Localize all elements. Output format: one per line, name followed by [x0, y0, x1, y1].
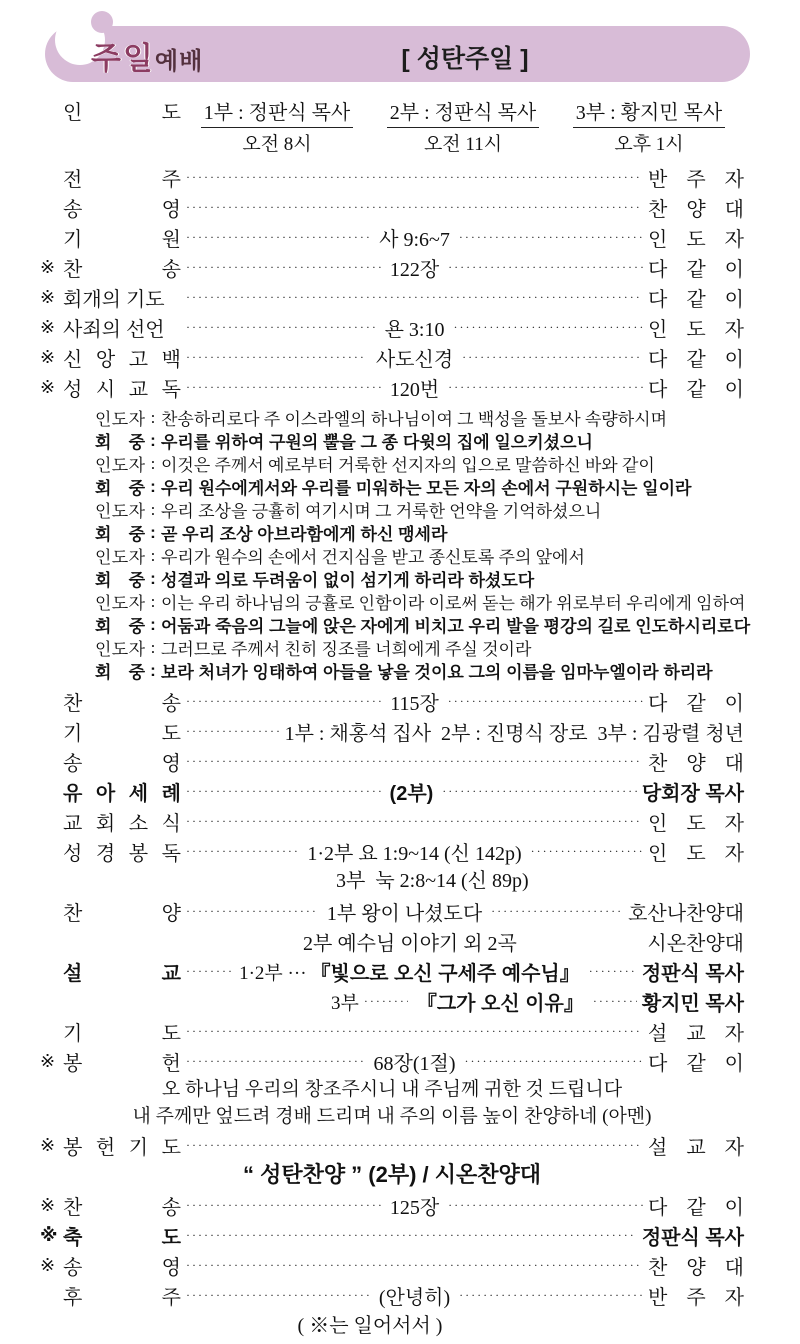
order-right: 반 주 자: [648, 168, 744, 191]
order-center: 1·2부 요 1:9~14 (신 142p): [307, 842, 522, 865]
dot-leader: [491, 904, 623, 919]
dot-leader: [186, 200, 643, 215]
dot-leader: [531, 844, 643, 859]
reading-line: [95, 475, 744, 498]
dot-leader: [448, 1198, 643, 1213]
reading-speaker: 인 도 자: [95, 456, 145, 475]
sermon-title2: 『그가 오신 이유』: [416, 992, 584, 1015]
order-center: 115장: [390, 692, 439, 715]
anthem-line2-choir: 시온찬양대: [647, 932, 744, 955]
order-right: 다 같 이: [648, 378, 744, 401]
reading-speaker: 회 중: [95, 663, 145, 682]
leaders-label: 인 도: [63, 102, 181, 124]
dot-leader: [459, 1288, 643, 1303]
order-right: 인 도 자: [648, 812, 744, 835]
leaders-row: [40, 96, 744, 156]
dot-leader: [448, 260, 643, 275]
order-right: 설 교 자: [648, 1022, 744, 1045]
reading-line: [95, 613, 751, 636]
order-row-gloria3: ※ 송 영 ····· 찬 양 대: [40, 1250, 744, 1280]
dot-leader: [186, 1054, 365, 1069]
reading-line: [95, 406, 744, 429]
reading-speaker: 인 도 자: [95, 502, 145, 521]
order-label: 전 주: [63, 168, 181, 191]
order-row-creed: ※ 신 앙 고 백 ····· 사도신경 ····· 다 같 이: [40, 342, 744, 372]
order-row-prayer2: [40, 1016, 744, 1046]
dot-leader: [186, 724, 280, 739]
christmas-praise-line: “ 성탄찬양 ” (2부) / 시온찬양대: [242, 1162, 542, 1187]
reading-text: 이것은 주께서 예로부터 거룩한 선지자의 입으로 말씀하신 바와 같이: [161, 456, 655, 475]
service-1-leader: 1부 : 정판식 목사: [201, 96, 353, 128]
dot-leader: [186, 694, 381, 709]
order-right: 반 주 자: [648, 1286, 744, 1309]
dot-leader: [186, 290, 643, 305]
reading-line: [95, 567, 744, 590]
reading-speaker: 회 중: [95, 571, 145, 590]
order-label: 송 영: [63, 1256, 181, 1279]
reading-speaker: 회 중: [95, 479, 145, 498]
order-label: 회개의 기도: [63, 288, 165, 311]
service-2-time: 오전 11시: [423, 134, 503, 155]
order-label: 찬 양: [63, 902, 181, 925]
order-label: 사죄의 선언: [63, 318, 165, 341]
order-label: 찬 송: [63, 1196, 181, 1219]
sermon-preacher: 정판식 목사: [641, 962, 745, 985]
order-center: 120번: [389, 378, 440, 401]
reading-line: [95, 659, 744, 682]
order-label: 축 도: [63, 1226, 181, 1249]
dot-leader: [186, 814, 643, 829]
reading-text: 곧 우리 조상 아브라함에게 하신 맹세라: [161, 525, 448, 544]
reading-text: 찬송하리로다 주 이스라엘의 하나님이여 그 백성을 돌보사 속량하시며: [161, 410, 667, 429]
order-center: 1부 왕이 나셨도다: [326, 902, 483, 925]
dot-circle-icon: [91, 11, 113, 33]
order-label: 성 시 교 독: [63, 378, 181, 401]
order-label: 신 앙 고 백: [63, 348, 181, 371]
dot-leader: [442, 784, 637, 799]
reading-line: [95, 452, 744, 475]
order-right: 설 교 자: [648, 1136, 744, 1159]
order-center: (2부): [389, 782, 434, 805]
dot-leader: [186, 320, 376, 335]
anthem-line2: [40, 926, 744, 956]
reading-speaker: 인 도 자: [95, 594, 145, 613]
dot-leader: [186, 1228, 637, 1243]
standing-note: ( ※는 일어서서 ): [297, 1315, 443, 1337]
order-label: 찬 송: [63, 692, 181, 715]
dot-leader: [186, 844, 298, 859]
responsive-reading-block: [95, 406, 751, 682]
order-row-announcements: [40, 806, 744, 836]
order-row-offering-prayer: ※ 봉 헌 기 도 ····· 설 교 자: [40, 1130, 744, 1160]
reading-text: 성결과 의로 두려움이 없이 섬기게 하리라 하셨도다: [161, 571, 535, 590]
order-right: 다 같 이: [648, 1196, 744, 1219]
reading-text: 보라 처녀가 잉태하여 아들을 낳을 것이요 그의 이름을 임마누엘이라 하리라: [161, 663, 713, 682]
order-label: 찬 송: [63, 258, 181, 281]
order-row-infant-baptism: [40, 776, 744, 806]
reading-text: 이는 우리 하나님의 긍휼로 인함이라 이로써 돋는 해가 위로부터 우리에게 임하여: [161, 594, 746, 613]
prayer-leaders: 1부 : 채홍석 집사 2부 : 진명식 장로 3부 : 김광렬 청년: [284, 722, 744, 745]
order-center: 122장: [389, 258, 440, 281]
order-right: 다 같 이: [648, 288, 744, 311]
reading-text: 우리를 위하여 구원의 뿔을 그 종 다윗의 집에 일으키셨으니: [161, 433, 593, 452]
sermon-part: 1·2부 ···: [239, 962, 307, 984]
order-row-hymn3: ※ 찬 송 ····· 125장 ····· 다 같 이: [40, 1190, 744, 1220]
reading-line: [95, 590, 744, 613]
dot-leader: [593, 994, 637, 1009]
order-right: 찬 양 대: [648, 752, 744, 775]
dot-leader: [364, 994, 408, 1009]
order-center: (안녕히): [378, 1286, 451, 1309]
order-row-responsive-reading: ※ 성 시 교 독 ····· 120번 ····· 다 같 이: [40, 372, 744, 402]
reading-line: [95, 636, 744, 659]
order-right: 다 같 이: [648, 258, 744, 281]
dot-leader: [186, 1024, 643, 1039]
order-center: 사도신경: [375, 348, 454, 371]
dot-leader: [448, 694, 643, 709]
dot-leader: [186, 784, 381, 799]
order-row-absolution: ※ 사죄의 선언 ····· 욘 3:10 ····· 인 도 자: [40, 312, 744, 342]
sermon-title: 『빛으로 오신 구세주 예수님』: [310, 962, 580, 985]
order-right: 호산나찬양대: [628, 902, 745, 925]
page-title-main: 주일: [91, 41, 155, 76]
order-row-anthem: [40, 896, 744, 926]
order-row-postlude: [40, 1280, 744, 1310]
order-right: 찬 양 대: [648, 198, 744, 221]
sermon-line2: [40, 986, 744, 1016]
order-label: 봉 헌 기 도: [63, 1136, 181, 1159]
order-center: 125장: [389, 1196, 440, 1219]
reading-line: [95, 498, 744, 521]
page-title-sub: 예배: [154, 48, 204, 75]
reading-line: [95, 429, 744, 452]
order-row-prayer: [40, 716, 744, 746]
service-3-time: 오후 1시: [614, 134, 684, 155]
service-column-1: [187, 96, 367, 156]
dot-leader: [186, 754, 643, 769]
order-row-offering: ※ 봉 헌 ····· 68장(1절) ····· 다 같 이: [40, 1046, 744, 1076]
reading-speaker: 회 중: [95, 525, 145, 544]
dot-leader: [186, 260, 381, 275]
order-right: 다 같 이: [648, 348, 744, 371]
dot-leader: [453, 320, 643, 335]
dot-leader: [459, 230, 643, 245]
reading-text: 우리 조상을 긍휼히 여기시며 그 거룩한 언약을 기억하셨으니: [161, 502, 602, 521]
service-2-leader: 2부 : 정판식 목사: [387, 96, 539, 128]
reading-speaker: 회 중: [95, 617, 145, 636]
order-label: 설 교: [63, 962, 181, 985]
order-row-gloria2: [40, 746, 744, 776]
service-column-2: [373, 96, 553, 156]
page-title: [91, 33, 203, 78]
service-3-leader: 3부 : 황지민 목사: [573, 96, 725, 128]
order-row-hymn2: [40, 686, 744, 716]
offering-hymn-line: 내 주께만 엎드려 경배 드리며 내 주의 이름 높이 찬양하네 (아멘): [132, 1106, 652, 1127]
order-right: 인 도 자: [648, 842, 744, 865]
order-label: 봉 헌: [63, 1052, 181, 1075]
reading-text: 그러므로 주께서 친히 징조를 너희에게 주실 것이라: [161, 640, 532, 659]
order-row-prelude: [40, 162, 744, 192]
reading-speaker: 인 도 자: [95, 548, 145, 567]
sermon-part2: 3부: [331, 992, 359, 1014]
order-right: 당회장 목사: [641, 782, 744, 805]
order-label: 송 영: [63, 198, 181, 221]
scripture-line2: 3부 눅 2:8~14 (신 89p): [336, 870, 529, 892]
dot-leader: [589, 964, 637, 979]
dot-leader: [186, 380, 381, 395]
service-column-3: [559, 96, 739, 156]
dot-leader: [186, 1258, 643, 1273]
order-center: 사 9:6~7: [379, 228, 450, 251]
anthem-line2-song: 2부 예수님 이야기 외 2곡: [303, 932, 517, 955]
order-row-invocation: [40, 222, 744, 252]
sermon-preacher2: 황지민 목사: [641, 992, 745, 1015]
dot-leader: [186, 964, 234, 979]
order-label: 기 도: [63, 722, 181, 745]
order-label: 성 경 봉 독: [63, 842, 181, 865]
dot-leader: [448, 380, 643, 395]
reading-line: [95, 544, 744, 567]
reading-speaker: 회 중: [95, 433, 145, 452]
offering-hymn-line: 오 하나님 우리의 창조주시니 내 주님께 귀한 것 드립니다: [161, 1079, 623, 1100]
dot-leader: [464, 1054, 643, 1069]
order-right: 다 같 이: [648, 692, 744, 715]
reading-speaker: 인 도 자: [95, 410, 145, 429]
order-row-sermon: [40, 956, 744, 986]
order-right: 인 도 자: [648, 228, 744, 251]
dot-leader: [186, 170, 643, 185]
dot-leader: [186, 350, 367, 365]
order-center: 욘 3:10: [384, 318, 445, 341]
order-label: 교 회 소 식: [63, 812, 181, 835]
occasion-label: [ 성탄주일 ]: [401, 45, 529, 73]
dot-leader: [186, 1198, 381, 1213]
order-label: 기 도: [63, 1022, 181, 1045]
order-label: 송 영: [63, 752, 181, 775]
order-label: 후 주: [63, 1286, 181, 1309]
order-row-scripture: [40, 836, 744, 866]
header-banner: [45, 26, 750, 82]
reading-text: 우리가 원수의 손에서 건지심을 받고 종신토록 주의 앞에서: [161, 548, 585, 567]
order-label: 유 아 세 례: [63, 782, 181, 805]
dot-leader: [186, 230, 370, 245]
reading-text: 우리 원수에게서와 우리를 미워하는 모든 자의 손에서 구원하시는 일이라: [161, 479, 692, 498]
dot-leader: [462, 350, 643, 365]
order-label: 기 원: [63, 228, 181, 251]
reading-speaker: 인 도 자: [95, 640, 145, 659]
dot-leader: [186, 904, 318, 919]
order-row-gloria: [40, 192, 744, 222]
order-row-hymn1: ※ 찬 송 ····· 122장 ····· 다 같 이: [40, 252, 744, 282]
order-right: 인 도 자: [648, 318, 744, 341]
order-center: 68장(1절): [373, 1052, 456, 1075]
order-right: 정판식 목사: [641, 1226, 744, 1249]
reading-text: 어둠과 죽음의 그늘에 앉은 자에게 비치고 우리 발을 평강의 길로 인도하시리로다: [161, 617, 751, 636]
dot-leader: [186, 1288, 370, 1303]
reading-line: [95, 521, 744, 544]
dot-leader: [186, 1138, 643, 1153]
order-right: 다 같 이: [648, 1052, 744, 1075]
order-right: 찬 양 대: [648, 1256, 744, 1279]
order-row-benediction: ※ 축 도 ····· 정판식 목사: [40, 1220, 744, 1250]
service-1-time: 오전 8시: [242, 134, 312, 155]
order-row-repentance: ※ 회개의 기도 ····· 다 같 이: [40, 282, 744, 312]
